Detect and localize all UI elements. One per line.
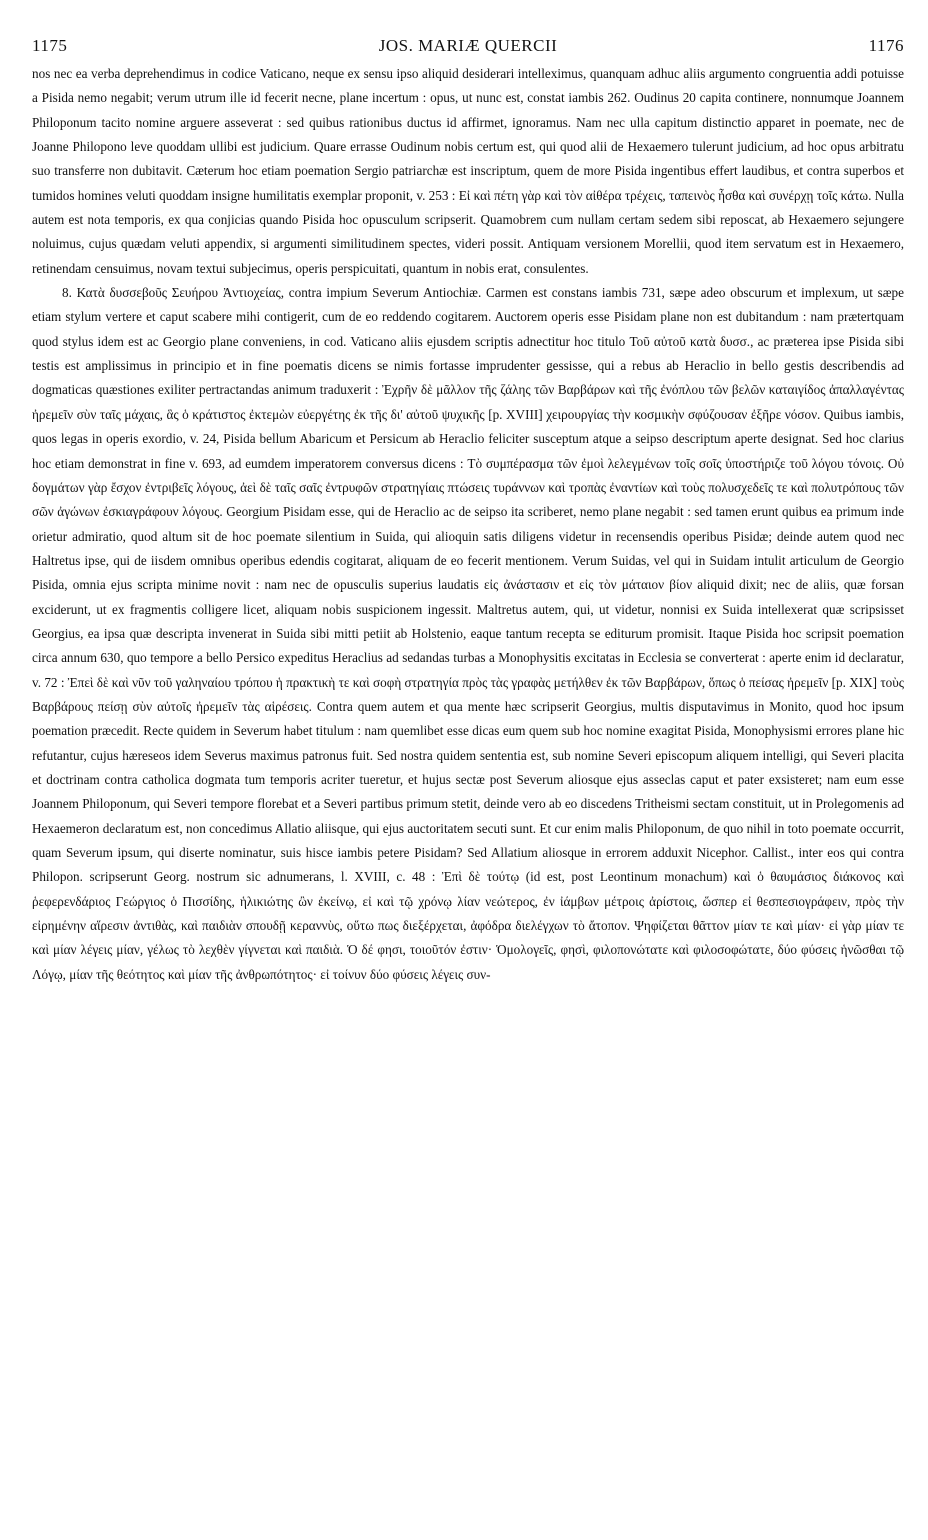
left-page-number: 1175 bbox=[32, 36, 68, 55]
body-text bbox=[32, 62, 904, 987]
paragraph: nos nec ea verba deprehendimus in codice Vaticano, neque ex sensu ipso aliquid desiderari intelleximus, quanquam adhuc aliis argumento congruentia addi potuisse a Pisida nemo negabit; verum utrum ille id fecerit necne, plane incertum : opus, ut nunc est, constat iambis 262. Oudinus 20 capita continere, nonnumque Joannem Philoponum tacito nomine arguere asseverat : sed quibus rationibus ductus id affirmet, ignoramus. Nam nec ulla capitum distinctio apparet in poemate, nec de Joanne Philopono leve quoddam ullibi est judicium. Quare errasse Oudinum nobis certum est, qui quod alii de Hexaemero tulerunt judicium, ad hoc opus arbitratu suo transferre non dubitavit. Cæterum hoc etiam poemation Sergio patriarchæ est inscriptum, quem de more Pisida ingentibus effert laudibus, et contra superbos et tumidos homines veluti quoddam insigne humilitatis exemplar proponit, v. 253 : Εἰ καὶ πέτη γὰρ καὶ τὸν αἰθέρα τρέχεις, ταπεινὸς ἦσθα καὶ συνέρχῃ τοῖς κάτω. Nulla autem est nota temporis, ex qua conjicias quando Pisida hoc opusculum scripserit. Quamobrem cum nullam certam sedem sibi reposcat, ab Hexaemero sejungere noluimus, cujus quædam veluti appendix, si argumenti similitudinem spectes, videri possit. Antiquam versionem Morellii, quod item servatum est in Hexaemero, retinendam censuimus, novam textui subjecimus, operis perspicuitati, quantum in nobis erat, consulentes. bbox=[32, 66, 904, 276]
running-header bbox=[32, 36, 904, 62]
paragraph: 8. Κατὰ δυσσεβοῦς Σευήρου Ἀντιοχείας, contra impium Severum Antiochiæ. Carmen est constans iambis 731, sæpe adeo obscurum et implexum, ut sæpe etiam stylum vertere et caput scabere mihi contigerit, cum de eo reddendo cogitarem. Auctorem operis esse Pisidam plane non est dubitandum : nam prætertquam quod stylus idem est ac Georgio plane conveniens, in cod. Vaticano aliis ejusdem scriptis adnectitur hoc titulo Τοῦ αὐτοῦ κατὰ δυσσ., ac præterea ipse Pisida sibi testis est amplissimus in principio et in fine poematis dicens se nimis fortasse imprudenter gessisse, qui a rebus ab Heraclio in bello gestis describendis ad dogmaticas quæstiones exiliter pertractandas animum traduxerit : Ἐχρῆν δὲ μᾶλλον τῆς ζάλης τῶν Βαρβάρων καὶ τῆς ἐνόπλου τῶν βελῶν καταιγίδος ἀπαλλαγέντας ἠρεμεῖν σὺν ταῖς μάχαις, ἃς ὁ κράτιστος ἐκτεμὼν εὐεργέτης ἐκ τῆς δι' αὐτοῦ ψυχικῆς [p. XVIII] χειρουργίας τὴν κοσμικὴν σφύζουσαν ἐξῆρε νόσον. Quibus iambis, quos legas in operis exordio, v. 24, Pisida bellum Abaricum et Persicum ab Heraclio feliciter susceptum atque a seipso descriptum aperte designat. Sed hoc clarius hoc etiam demonstrat in fine v. 693, ad eumdem imperatorem conversus dicens : Τὸ συμπέρασμα τῶν ἐμοὶ λελεγμένων τοῖς σοῖς ὑποστήριζε τοῦ λόγου τόνοις. Οὐ δογμάτων γὰρ ἔσχον ἐντριβεῖς λόγους, ἀεὶ δὲ ταῖς σαῖς ἐντρυφῶν στρατηγίαις πτώσεις τυράννων καὶ τροπὰς ἐναντίων καὶ τοὺς πολυσχεδεῖς τε καὶ πολυτρόπους τῶν σῶν ἀγώνων ἐσκιαγράφουν λόγους. Georgium Pisidam esse, qui de Heraclio ac de seipso ita scriberet, nemo plane negabit : sed tamen erunt quibus ea primum inde orietur admiratio, quod altum sit de hoc poemate silentium in Suida, qui alioquin satis diligens videtur in recensendis operibus Pisidæ; deinde autem quod nec Haltretus ipse, qui de iisdem omnibus operibus edendis cogitarat, aliquam de eo fecerit mentionem. Verum Suidas, vel qui in Suidam intulit articulum de Georgio Pisida, omnia ejus scripta minime novit : nam nec de opusculis superius laudatis εἰς ἀνάστασιν et εἰς τὸν μάταιον βίον aliquid dixit; nec de aliis, quæ forsan exciderunt, ut ex fragmentis colligere licet, aliquam nobis suspicionem ingessit. Maltretus autem, qui, ut videtur, nonnisi ex Suida intellexerat quæ scripsisset Georgius, ea ipsa quæ descripta invenerat in Suida sibi mitti petiit ab Holstenio, eaque tantum recepta se editurum promisit. Itaque Pisida hoc scripsit poemation circa annum 630, quo tempore a bello Persico expeditus Heraclius ad sedandas turbas a Monophysitis excitatas in Ecclesia se converterat : aperte enim id declaratur, v. 72 : Ἐπεὶ δὲ καὶ νῦν τοῦ γαληναίου τρόπου ἡ πρακτικὴ τε καὶ σοφὴ στρατηγία πρὸς τὰς γραφὰς μετήλθεν ἐκ τῶν Βαρβάρων, ὅπως ὁ πείσας ἠρεμεῖν [p. XIX] τοὺς Βαρβάρους πείσῃ σὺν αὐτοῖς ἠρεμεῖν τὰς αἱρέσεις. Contra quem autem et qua mente hæc scripserit Georgius, multis disputavimus in Monito, quod hoc ipsum poemation præcedit. Recte quidem in Severum habet titulum : nam quemlibet esse dicas eum quem sub hoc nomine exagitat Pisida, Monophysismi errores plane hic refutantur, cujus hæreseos idem Severus maximus patronus fuit. Sed nostra quidem sententia est, sub nomine Severi episcopum aliquem intelligi, qui Severi placita et doctrinam contra catholica dogmata tum temporis acriter tueretur, et hujus sectæ post Severum aliosque ejus asseclas caput et pater exsisteret; nam eum esse Joannem Philoponum, qui Severi tempore florebat et a Severi partibus primum stetit, deinde vero ab eo discedens Tritheismi sectam constituit, ut in Prolegomenis ad Hexaemeron declaratum est, non concedimus Allatio aliisque, qui ejus auctoritatem secuti sunt. Et cur enim malis Philoponum, de quo nihil in toto poemate occurrit, quam Severum ipsum, qui diserte nominatur, suis hisce iambis petere Pisidam? Sed Allatium aliosque in errorem adduxit Nicephor. Callist., inter eos qui contra Philopon. scripserunt Georg. nostrum sic adnumerans, l. XVIII, c. 48 : Ἐπὶ δὲ τούτῳ (id est, post Leontinum monachum) καὶ ὁ θαυμάσιος διάκονος καὶ ῥεφερενδάριος Γεώργιος ὁ Πισσίδης, ἡλικιώτης ὢν ἐκείνῳ, εἰ καὶ τῷ χρόνῳ λίαν νεώτερος, ἐν ἰάμβων μέτροις ἀρίστοις, ὥσπερ εἰ θεσπεσιογράφειν, πρὸς τὴν εἰρημένην αἵρεσιν ἀντιθὰς, καὶ παιδιὰν σπουδῇ κεραννὺς, οὕτω πως διεξέρχεται, ἀφόδρα διελέγχων τὸ ἄτοπον. Ψηφίζεται θᾶττον μίαν τε καὶ μίαν· εἰ γὰρ μίαν τε καὶ μίαν λέγεις μίαν, γέλως τὸ λεχθὲν γίγνεται καὶ παιδιὰ. Ὁ δέ φησι, τοιοῦτόν ἐστιν· Ὁμολογεῖς, φησὶ, φιλοπονώτατε καὶ φιλοσοφώτατε, δύο φύσεις ἡνῶσθαι τῷ Λόγῳ, μίαν τῆς θεότητος καὶ μίαν τῆς ἀνθρωπότητος· εἰ τοίνυν δύο φύσεις λέγεις συν- bbox=[32, 285, 904, 982]
running-title: JOS. MARIÆ QUERCII bbox=[378, 36, 558, 55]
right-page-number: 1176 bbox=[868, 36, 904, 55]
